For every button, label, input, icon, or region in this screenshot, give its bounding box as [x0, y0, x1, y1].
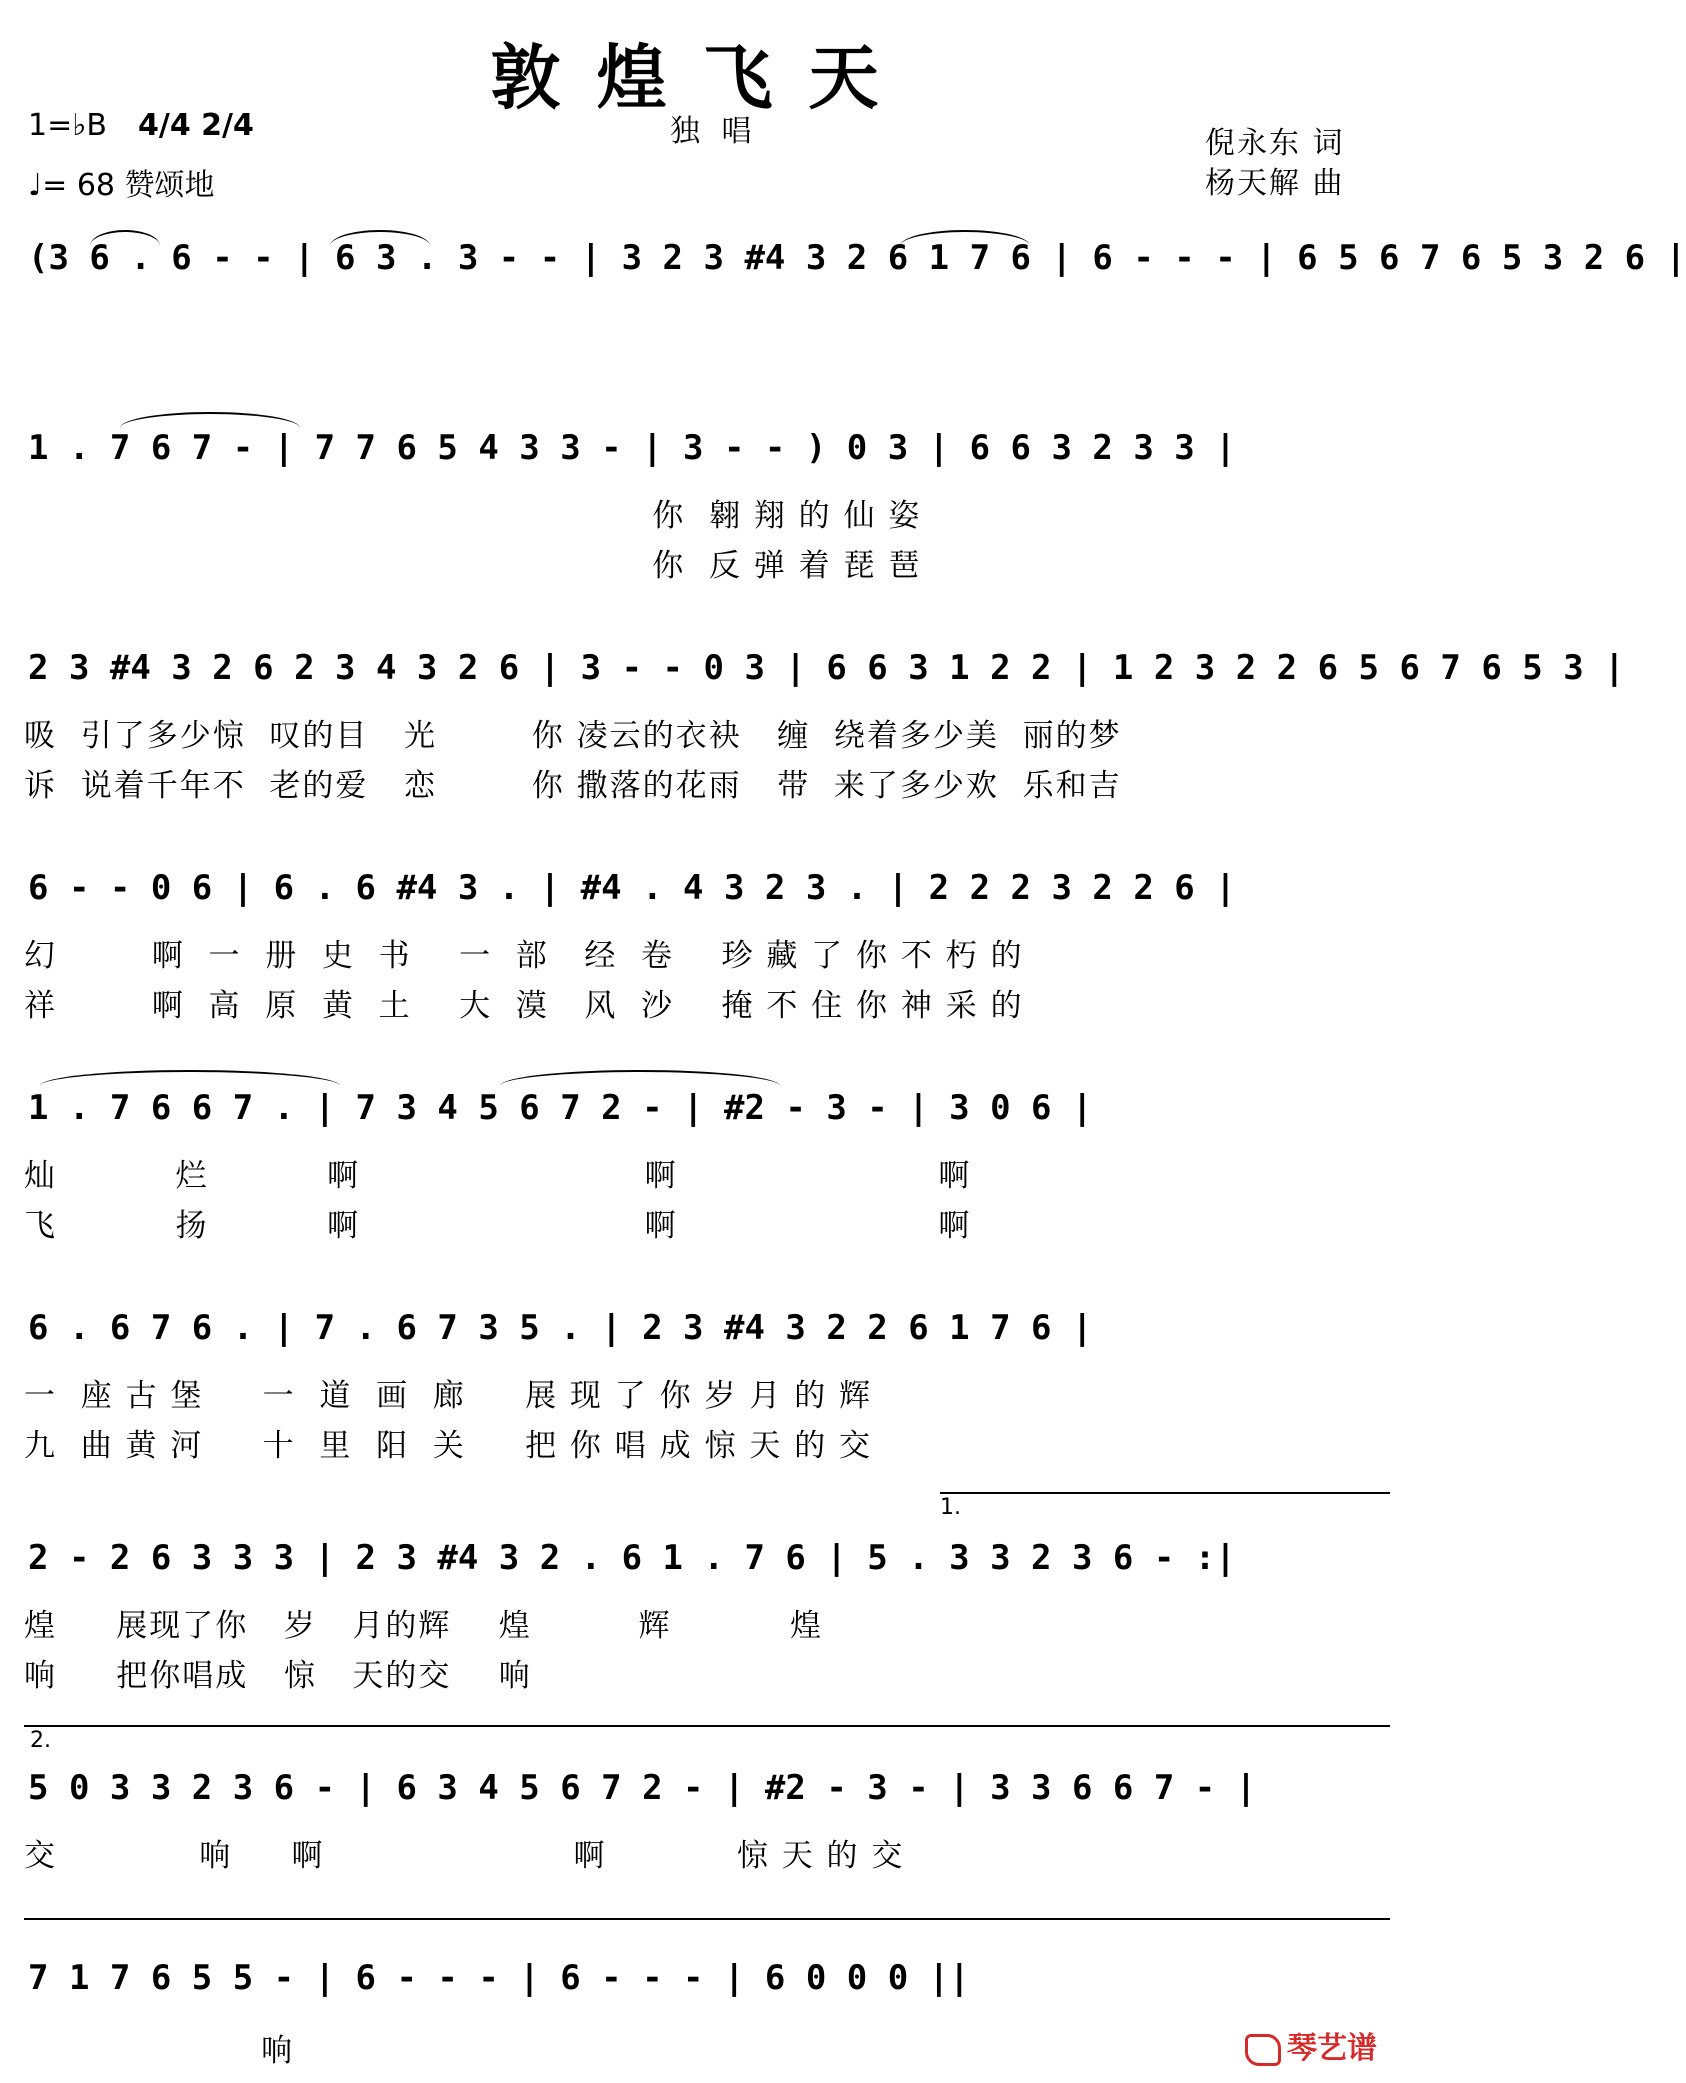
time-signature: 4/4 2/4	[138, 108, 254, 143]
notes-line-6: 6 . 6 7 6 . | 7 . 6 7 3 5 . | 2 3 #4 3 2 2 6 1 7 6 |	[28, 1308, 1093, 1348]
composer-credit: 杨天解 曲	[1205, 166, 1345, 201]
logo-icon	[1245, 2034, 1281, 2066]
slur-mark	[330, 230, 430, 246]
tempo-marking: ♩= 68 赞颂地	[28, 168, 215, 203]
score-line-1	[0, 230, 1686, 430]
notes-line-8: 5 0 3 3 2 3 6 - | 6 3 4 5 6 7 2 - | #2 - 3 - | 3 3 6 6 7 - |	[28, 1768, 1257, 1808]
score-line-4	[0, 860, 1405, 1060]
score-line-2	[0, 420, 1405, 620]
slur-mark	[900, 230, 1030, 246]
lyrics-verse-1: 交 响 啊 啊 惊 天 的 交	[24, 1838, 905, 1874]
score-line-6	[0, 1300, 1405, 1500]
page-title: 敦煌飞天	[490, 37, 915, 119]
performance-type: 独 唱	[670, 114, 758, 149]
score-line-5	[0, 1080, 1405, 1280]
score-line-9	[0, 1950, 1405, 2080]
notes-line-1: (3 6 . 6 - - | 6 3 . 3 - - | 3 2 3 #4 3 2 6 1 7 6 | 6 - - - | 6 5 6 7 6 5 3 2 6 |	[28, 238, 1686, 278]
lyrics-verse-1: 吸 引了多少惊 叹的目 光 你 凌云的衣袂 缠 绕着多少美 丽的梦	[24, 718, 1122, 754]
divider-line	[24, 1918, 1390, 1920]
lyrics-verse-1: 灿 烂 啊 啊 啊	[24, 1158, 972, 1194]
volta-2-label: 2.	[30, 1728, 51, 1753]
notes-line-4: 6 - - 0 6 | 6 . 6 #4 3 . | #4 . 4 3 2 3 . | 2 2 2 3 2 2 6 |	[28, 868, 1236, 908]
score-line-7	[0, 1530, 1405, 1730]
lyrics-verse-2: 飞 扬 啊 啊 啊	[24, 1208, 972, 1244]
lyrics-verse-2: 响 把你唱成 惊 天的交 响	[24, 1658, 532, 1694]
notes-line-3: 2 3 #4 3 2 6 2 3 4 3 2 6 | 3 - - 0 3 | 6 6 3 1 2 2 | 1 2 3 2 2 6 5 6 7 6 5 3 |	[28, 648, 1625, 688]
lyrics-verse-1: 一 座 古 堡 一 道 画 廊 展 现 了 你 岁 月 的 辉	[24, 1378, 873, 1414]
score-line-8	[0, 1760, 1405, 1960]
score-line-3	[0, 640, 1625, 840]
lyrics-verse-1: 响	[24, 2033, 295, 2069]
slur-mark	[500, 1070, 780, 1086]
lyrics-verse-2: 你 反 弹 着 琵 琶	[24, 548, 922, 584]
notes-line-5: 1 . 7 6 6 7 . | 7 3 4 5 6 7 2 - | #2 - 3 - | 3 0 6 |	[28, 1088, 1093, 1128]
lyrics-verse-1: 幻 啊 一 册 史 书 一 部 经 卷 珍 藏 了 你 不 朽 的	[24, 938, 1024, 974]
lyrics-verse-2: 祥 啊 高 原 黄 土 大 漠 风 沙 掩 不 住 你 神 采 的	[24, 988, 1024, 1024]
lyrics-verse-2: 九 曲 黄 河 十 里 阳 关 把 你 唱 成 惊 天 的 交	[24, 1428, 873, 1464]
notes-line-9: 7 1 7 6 5 5 - | 6 - - - | 6 - - - | 6 0 0 0 ||	[28, 1958, 970, 1998]
logo: 琴艺谱	[1245, 2023, 1377, 2067]
lyrics-verse-2: 诉 说着千年不 老的爱 恋 你 撒落的花雨 带 来了多少欢 乐和吉	[24, 768, 1122, 804]
slur-mark	[40, 1070, 340, 1086]
lyrics-verse-1: 煌 展现了你 岁 月的辉 煌 辉 煌	[24, 1608, 824, 1644]
volta-1-label: 1.	[940, 1495, 961, 1520]
notes-line-7: 2 - 2 6 3 3 3 | 2 3 #4 3 2 . 6 1 . 7 6 | 5 . 3 3 2 3 6 - :|	[28, 1538, 1236, 1578]
lyricist-credit: 倪永东 词	[1205, 126, 1345, 161]
volta-2-bracket	[24, 1725, 1390, 1727]
slur-mark	[90, 230, 160, 246]
lyrics-verse-1: 你 翱 翔 的 仙 姿	[24, 498, 922, 534]
key-signature: 1=♭B	[28, 108, 107, 143]
volta-1-bracket	[940, 1492, 1390, 1494]
notes-line-2: 1 . 7 6 7 - | 7 7 6 5 4 3 3 - | 3 - - ) 0 3 | 6 6 3 2 3 3 |	[28, 428, 1236, 468]
